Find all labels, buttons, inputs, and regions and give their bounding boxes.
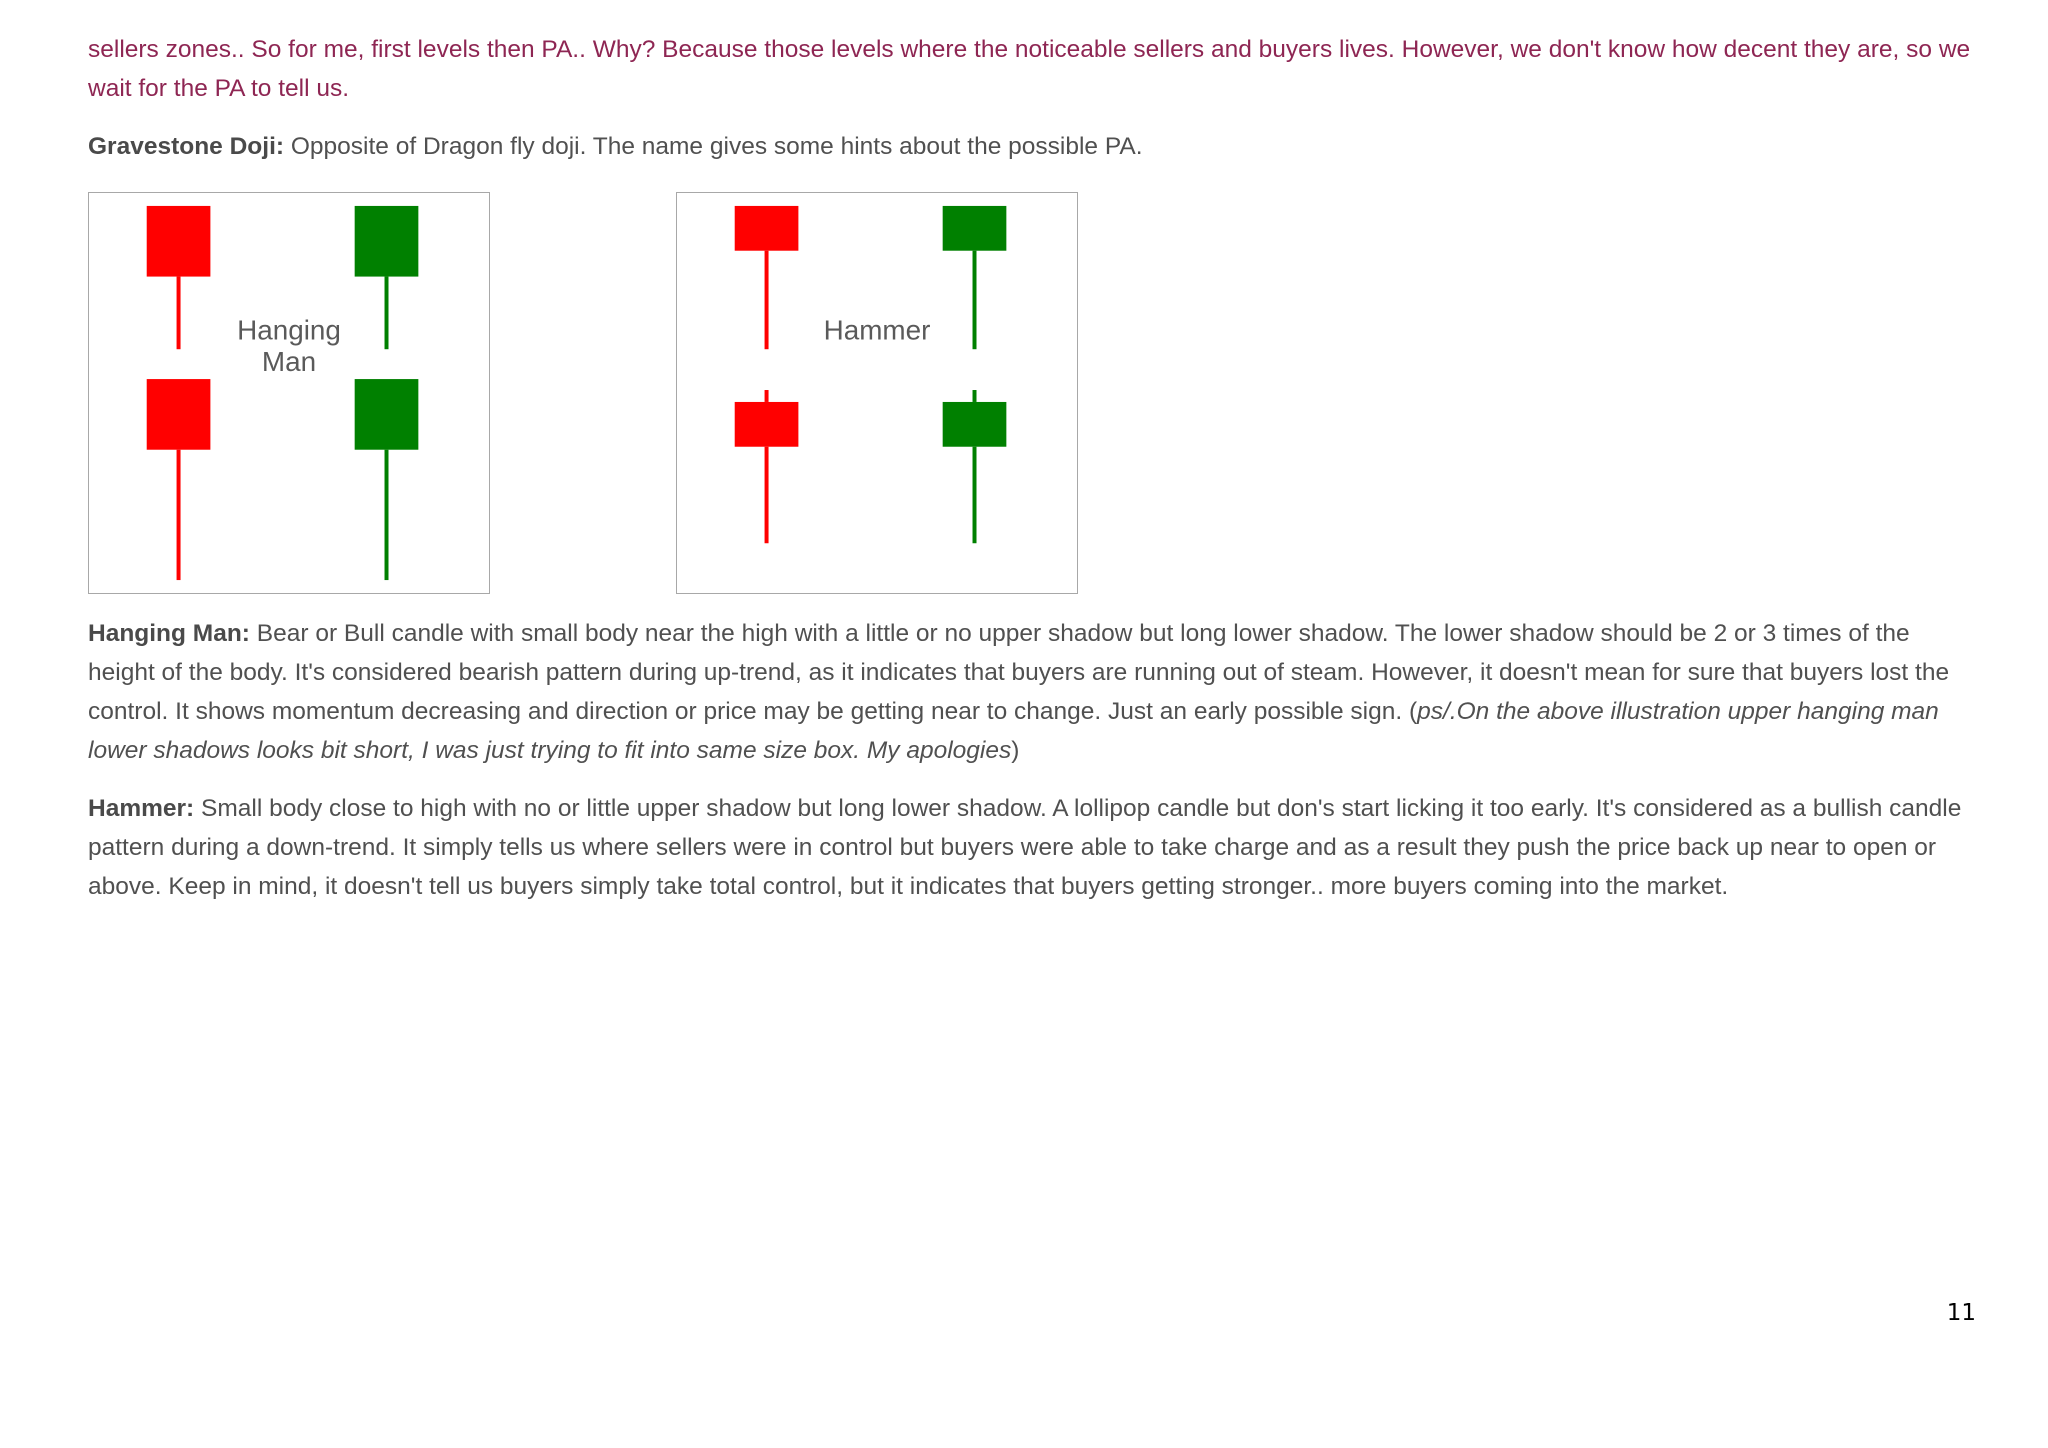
candlestick-figures (88, 192, 1978, 614)
bear-candle-shadow-top (177, 277, 181, 350)
hammer-figure (676, 192, 1078, 594)
hanging-man-term: Hanging Man: (88, 620, 250, 647)
bull-candle-shadow-bottom (973, 447, 977, 544)
bear-candle-shadow-bottom (765, 447, 769, 544)
gravestone-doji-term: Gravestone Doji: (88, 133, 285, 160)
hanging-man-figure (88, 192, 490, 594)
intro-paragraph (88, 30, 1978, 108)
bear-candle-upper-wick-bottom (765, 390, 769, 402)
hanging-man-note: ps/.On the above illustration upper hanging man lower shadows looks bit short, I was just trying to fit into same size box. My apologies (88, 698, 1939, 764)
hanging-man-label-line1: Hanging (237, 314, 341, 346)
hanging-man-text: Bear or Bull candle with small body near the high with a little or no upper shadow but long lower shadow. The lower shadow should be 2 or 3 times of the height of the body. It's considered bearish pattern during up-trend, as it indicates that buyers are running out of steam. However, it doesn't mean for sure that buyers lost the control. It shows momentum decreasing and direction or price may be getting near to change. Just an early possible sign. ( (88, 620, 1950, 725)
bull-candle-shadow-bottom (385, 450, 389, 580)
bull-candle-body-top (355, 206, 419, 277)
hammer-term: Hammer: (88, 795, 195, 822)
hammer-text: Small body close to high with no or little upper shadow but long lower shadow. A lollipop candle but don's start licking it too early. It's considered as a bullish candle pattern during a down-trend. It simply tells us where sellers were in control but buyers were able to take charge and as a result they push the price back up near to open or above. Keep in mind, it doesn't tell us buyers simply take total control, but it indicates that buyers getting stronger.. more buyers coming into the market. (88, 795, 1962, 900)
bear-candle-body-top (735, 206, 799, 251)
page-number: 11 (1946, 1300, 1976, 1326)
bull-candle-shadow-top (973, 251, 977, 350)
bear-candle-body-top (147, 206, 211, 277)
bear-candle-body-bottom (735, 402, 799, 447)
hammer-illustration (677, 193, 1077, 593)
hanging-man-illustration (89, 193, 489, 593)
bear-candle-shadow-bottom (177, 450, 181, 580)
gravestone-doji-text: Opposite of Dragon fly doji. The name gives some hints about the possible PA. (284, 133, 1143, 160)
hanging-man-close: ) (1011, 737, 1020, 764)
bear-candle-body-bottom (147, 379, 211, 450)
bull-candle-body-top (943, 206, 1007, 251)
bull-candle-body-bottom (943, 402, 1007, 447)
intro-text: sellers zones.. So for me, first levels then PA.. Why? Because those levels where the noticeable sellers and buyers lives. However, we don't know how decent they are, so we wait for the PA to tell us. (88, 36, 1971, 102)
bull-candle-shadow-top (385, 277, 389, 350)
bear-candle-shadow-top (765, 251, 769, 350)
document-page (88, 30, 1978, 906)
hanging-man-label-line2: Man (261, 346, 317, 378)
gravestone-doji-paragraph (88, 127, 1978, 166)
hanging-man-paragraph (88, 614, 1978, 770)
hammer-label: Hammer (823, 314, 931, 346)
bull-candle-body-bottom (355, 379, 419, 450)
hammer-paragraph (88, 789, 1978, 906)
bull-candle-upper-wick-bottom (973, 390, 977, 402)
